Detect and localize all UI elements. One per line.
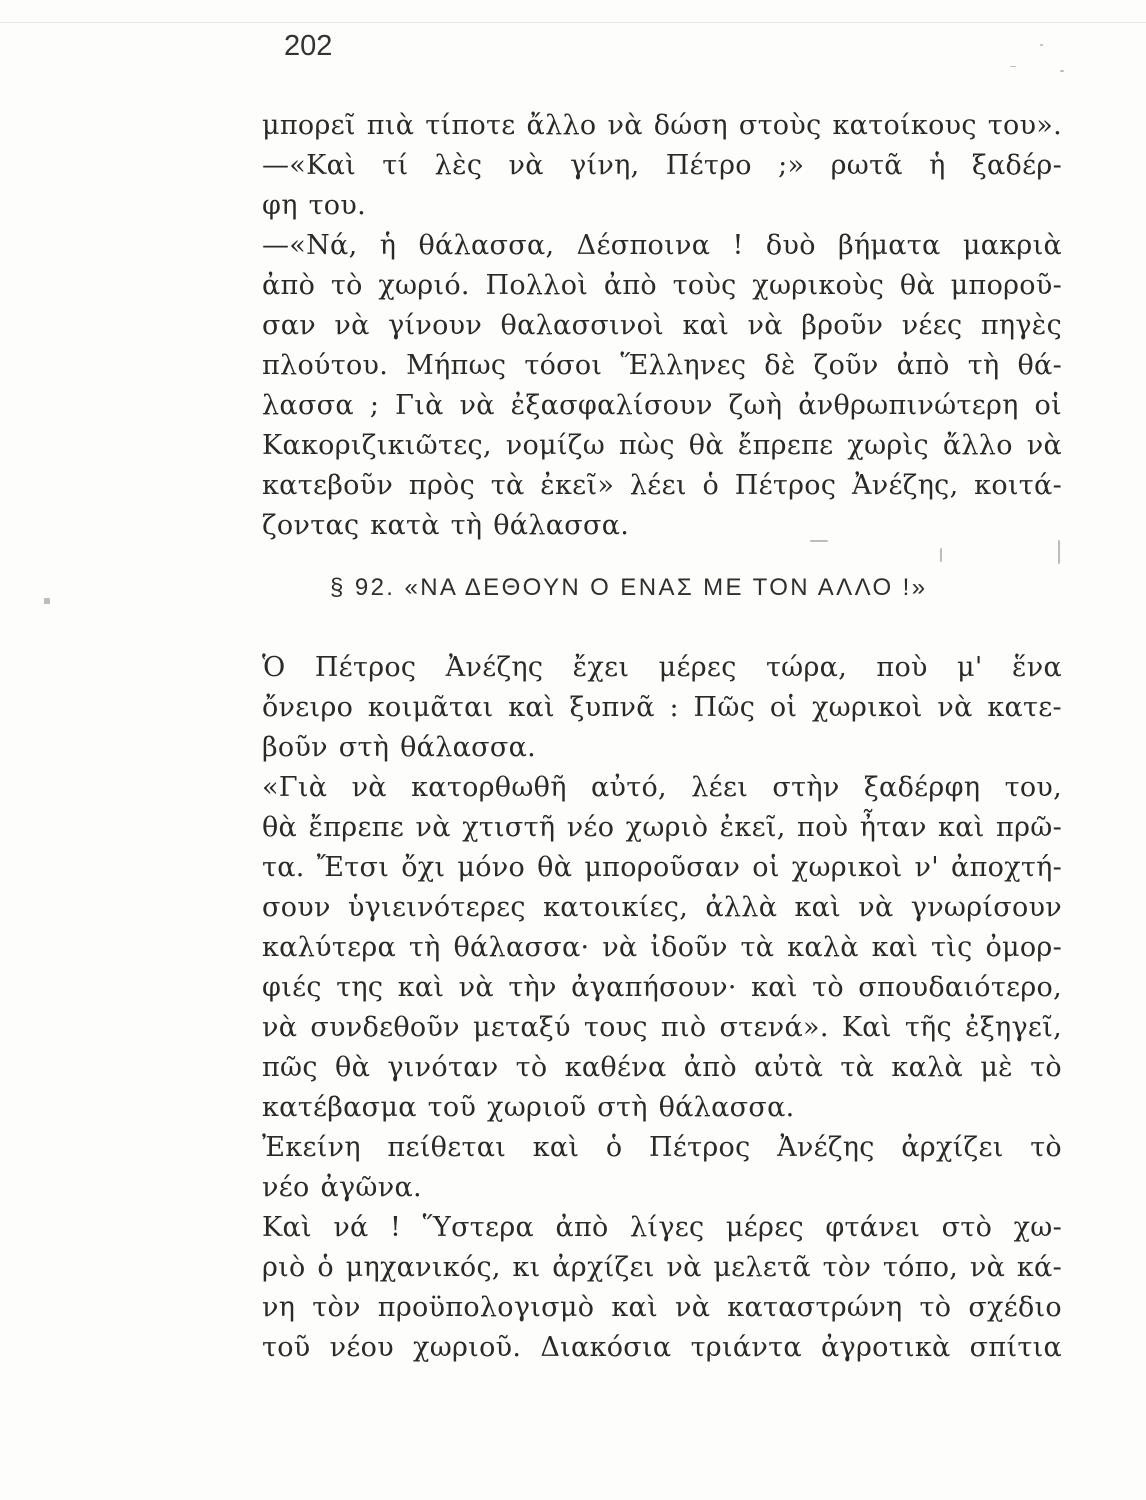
text-line: —«Νά, ἡ θάλασσα, Δέσποινα ! δυὸ βήματα μακριὰ [262,230,1062,261]
text-line: λασσα ; Γιὰ νὰ ἐξασφαλίσουν ζωὴ ἀνθρωπινώτερη οἱ [262,390,1062,421]
text-line: —«Καὶ τί λὲς νὰ γίνη, Πέτρο ;» ρωτᾶ ἡ ξαδέρ- [262,150,1062,181]
section-heading: § 92. «ΝΑ ΔΕΘΟΥΝ Ο ΕΝΑΣ ΜΕ ΤΟΝ ΑΛΛΟ !» [330,574,928,601]
text-line: κατέβασμα τοῦ χωριοῦ στὴ θάλασσα. [262,1092,795,1123]
scan-speck [44,598,50,604]
text-line: νέο ἀγῶνα. [262,1172,422,1203]
text-line: ριὸ ὁ μηχανικός, κι ἀρχίζει νὰ μελετᾶ τὸν τόπο, νὰ κά- [262,1252,1062,1283]
text-line: μπορεῖ πιὰ τίποτε ἄλλο νὰ δώση στοὺς κατοίκους του». [262,110,1062,141]
text-line: φιές της καὶ νὰ τὴν ἀγαπήσουν· καὶ τὸ σπουδαιότερο, [262,972,1062,1003]
scan-speck [1010,66,1016,67]
text-line: τα. Ἔτσι ὄχι μόνο θὰ μποροῦσαν οἱ χωρικοὶ ν' ἀποχτή- [262,852,1062,883]
text-line: Ἐκείνη πείθεται καὶ ὁ Πέτρος Ἀνέζης ἀρχίζει τὸ [262,1132,1062,1163]
text-line: σουν ὑγιεινότερες κατοικίες, ἀλλὰ καὶ νὰ γνωρίσουν [262,892,1062,923]
text-line: πῶς θὰ γινόταν τὸ καθένα ἀπὸ αὐτὰ τὰ καλὰ μὲ τὸ [262,1052,1062,1083]
text-line: νὰ συνδεθοῦν μεταξύ τους πιὸ στενά». Καὶ τῆς ἐξηγεῖ, [262,1012,1062,1043]
scan-speck [940,548,942,562]
text-line: βοῦν στὴ θάλασσα. [262,732,537,763]
text-line: ὄνειρο κοιμᾶται καὶ ξυπνᾶ : Πῶς οἱ χωρικοὶ νὰ κατε- [262,692,1062,723]
text-line: κατεβοῦν πρὸς τὰ ἐκεῖ» λέει ὁ Πέτρος Ἀνέζης, κοιτά- [262,470,1062,501]
text-line: σαν νὰ γίνουν θαλασσινοὶ καὶ νὰ βροῦν νέες πηγὲς [262,310,1062,341]
text-line: Καὶ νά ! Ὕστερα ἀπὸ λίγες μέρες φτάνει στὸ χω- [262,1212,1062,1243]
scan-speck [1040,44,1043,46]
text-line: Ὁ Πέτρος Ἀνέζης ἔχει μέρες τώρα, ποὺ μ' ἕνα [262,652,1062,683]
text-line: πλούτου. Μήπως τόσοι Ἕλληνες δὲ ζοῦν ἀπὸ τὴ θά- [262,350,1062,381]
text-line: «Γιὰ νὰ κατορθωθῆ αὐτό, λέει στὴν ξαδέρφη του, [262,772,1062,803]
text-line: ζοντας κατὰ τὴ θάλασσα. [262,510,630,541]
scan-edge [0,22,1146,23]
page-number: 202 [284,30,333,62]
text-line: φη του. [262,190,366,221]
text-line: καλύτερα τὴ θάλασσα· νὰ ἰδοῦν τὰ καλὰ καὶ τὶς ὀμορ- [262,932,1062,963]
text-line: Κακοριζικιῶτες, νομίζω πὼς θὰ ἔπρεπε χωρὶς ἄλλο νὰ [262,430,1062,461]
paragraph-top [262,106,1062,546]
text-line: νη τὸν προϋπολογισμὸ καὶ νὰ καταστρώνη τὸ σχέδιο [262,1292,1062,1323]
scan-speck [1060,70,1064,72]
paragraph-bottom [262,648,1062,1368]
scan-speck [1058,540,1060,564]
text-line: τοῦ νέου χωριοῦ. Διακόσια τριάντα ἀγροτικὰ σπίτια [262,1332,1062,1363]
scan-speck [810,540,828,542]
text-line: ἀπὸ τὸ χωριό. Πολλοὶ ἀπὸ τοὺς χωρικοὺς θὰ μποροῦ- [262,270,1062,301]
text-line: θὰ ἔπρεπε νὰ χτιστῆ νέο χωριὸ ἐκεῖ, ποὺ ἦταν καὶ πρῶ- [262,812,1062,843]
